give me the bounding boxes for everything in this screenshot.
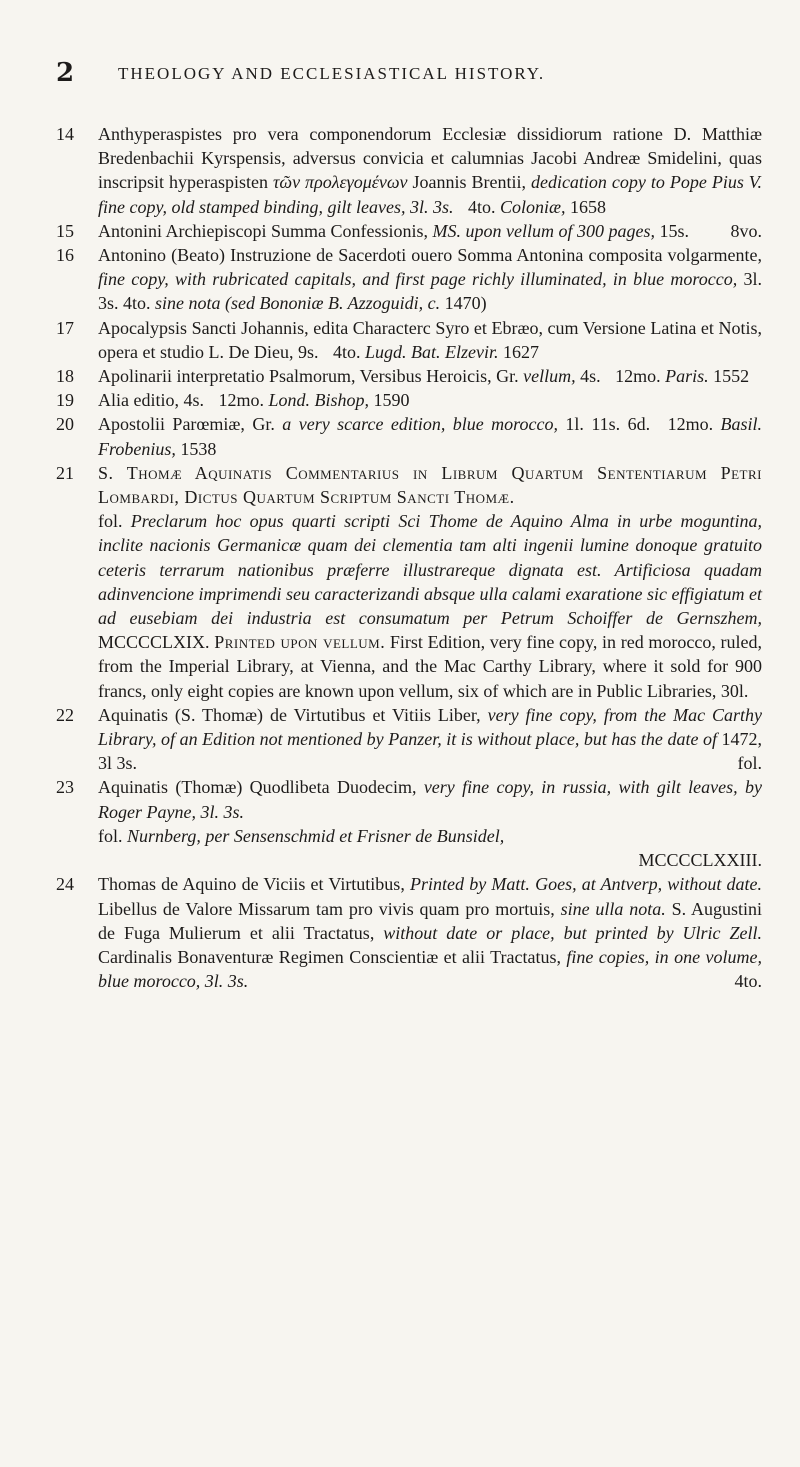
running-title: THEOLOGY AND ECCLESIASTICAL HISTORY. (118, 64, 546, 83)
entry-number: 21 (56, 462, 74, 483)
entry-number: 24 (56, 874, 74, 895)
catalogue-entry: 17 Apocalypsis Sancti Johannis, edita Characterc Syro et Ebræo, cum Versione Latina et Notis, opera et studio L. De Dieu, 9s. 4to. Lugd. Bat. Elzevir. 1627 (56, 317, 762, 362)
entry-number: 18 (56, 366, 74, 387)
entry-number: 22 (56, 704, 74, 725)
entry-number: 16 (56, 245, 74, 266)
entry-number: 17 (56, 317, 74, 338)
entry-number: 15 (56, 220, 74, 241)
catalogue-entry: 21 S. Thomæ Aquinatis Commentarius in Librum Quartum Sententiarum Petri Lombardi, Dictus Quartum Scriptum Sancti Thomæ. fol. Preclarum hoc opus quarti scripti Sci Thome de Aquino Alma in urbe moguntina, inclite nacionis Germanicæ quam dei clementia tam alti ingenii lumine donoque gratuito ceteris terrarum nationibus præferre illustrareque dignata est. Artificiosa quadam adinvencione imprimendi seu caracterizandi absque ulla calami exaratione sic effigiatum et ad eusebiam dei industria est consumatum per Petrum Schoiffer de Gernszhem, MCCCCLXIX. Printed upon vellum. First Edition, very fine copy, in red morocco, ruled, from the Imperial Library, at Vienna, and the Mac Carthy Library, where it sold for 900 francs, only eight copies are known upon vellum, six of which are in Public Libraries, 30l. (56, 462, 763, 701)
catalogue-entry: 15 Antonini Archiepiscopi Summa Confessionis, MS. upon vellum of 300 pages, 15s. 8vo. (56, 219, 762, 243)
catalogue-entry: 14 Anthyperaspistes pro vera componendorum Ecclesiæ dissidiorum ratione D. Matthiæ Bredenbachii Kyrspensis, adversus convicia et calumnias Jacobi Andreæ Smidelini, quas inscripsit hyperaspisten τῶν πρoλεγoμένων Joannis Brentii, dedication copy to Pope Pius V. fine copy, old stamped binding, gilt leaves, 3l. 3s. 4to. Coloniæ, 1658 (56, 124, 762, 217)
entry-heading: S. Thomæ Aquinatis Commentarius in Librum Quartum Sententiarum Petri Lombardi, Dictus Quartum Scriptum Sancti Thomæ. (98, 462, 762, 508)
catalogue-entry: 20 Apostolii Parœmiæ, Gr. a very scarce edition, blue morocco, 1l. 11s. 6d. 12mo. Basil. Frobenius, 1538 (56, 414, 763, 459)
entry-number: 19 (56, 390, 74, 411)
entry-number: 14 (56, 124, 74, 144)
catalogue-entry: 23 Aquinatis (Thomæ) Quodlibeta Duodecim, very fine copy, in russia, with gilt leaves, by Roger Payne, 3l. 3s. fol. Nurnberg, per Sensenschmid et Frisner de Bunsidel, MCCCCLXXIII. (56, 777, 762, 871)
page-header (56, 58, 756, 98)
catalogue-entry: 16 Antonino (Beato) Instruzione de Sacerdoti ouero Somma Antonina composita volgarmente, fine copy, with rubricated capitals, and first page richly illuminated, in blue morocco, 3l. 3s. 4to. sine nota (sed Bononiæ B. Azzoguidi, c. 1470) (56, 245, 762, 314)
entry-number: 23 (56, 777, 74, 798)
entry-number: 20 (56, 414, 74, 435)
catalogue-entry: 19 Alia editio, 4s. 12mo. Lond. Bishop, 1590 (56, 388, 762, 412)
catalogue-entry: 22 Aquinatis (S. Thomæ) de Virtutibus et Vitiis Liber, very fine copy, from the Mac Carthy Library, of an Edition not mentioned by Panzer, it is without place, but has the date of 1472, 3l 3s. fol. (56, 704, 762, 774)
catalogue-entry: 24 Thomas de Aquino de Viciis et Virtutibus, Printed by Matt. Goes, at Antverp, without date. Libellus de Valore Missarum tam pro vivis quam pro mortuis, sine ulla nota. S. Augustini de Fuga Mulierum et alii Tractatus, without date or place, but printed by Ulric Zell. Cardinalis Bonaventuræ Regimen Conscientiæ et alii Tractatus, fine copies, in one volume, blue morocco, 3l. 3s. 4to. (56, 874, 762, 992)
catalogue-entry: 18 Apolinarii interpretatio Psalmorum, Versibus Heroicis, Gr. vellum, 4s. 12mo. Paris. 1552 (56, 364, 762, 388)
page-number: 2 (56, 58, 75, 88)
catalogue-entries (56, 122, 762, 993)
